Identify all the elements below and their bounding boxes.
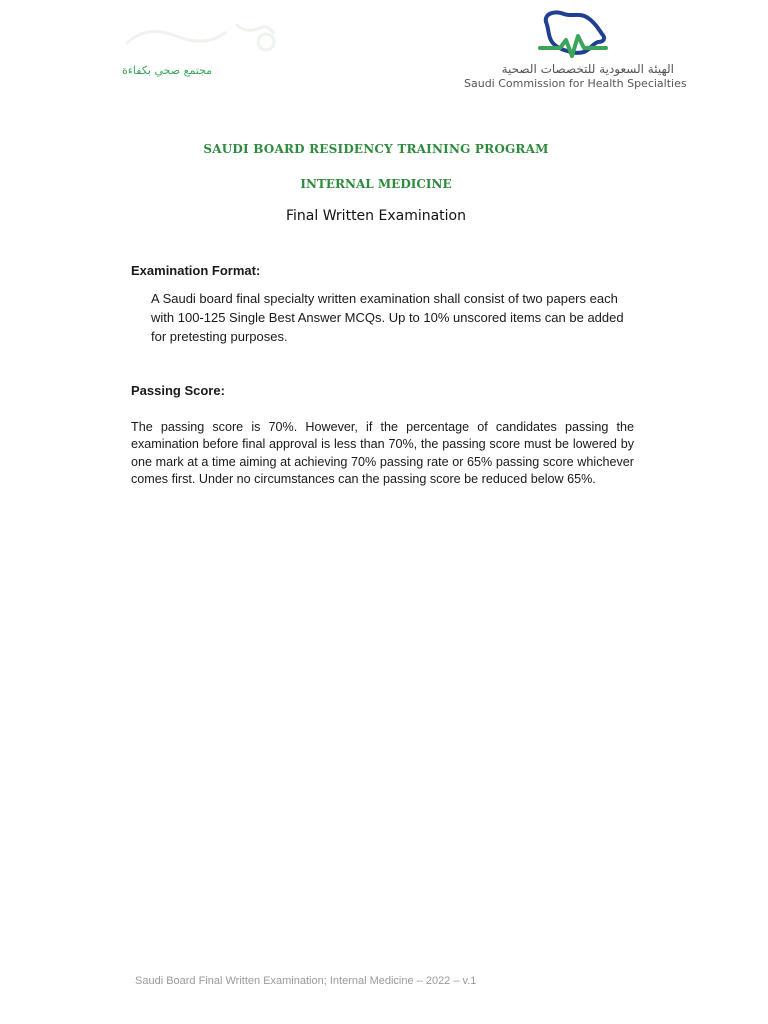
org-name-ar: الهيئة السعودية للتخصصات الصحية — [501, 62, 674, 76]
specialty-title: INTERNAL MEDICINE — [300, 177, 452, 191]
org-name-en: Saudi Commission for Health Specialties — [464, 77, 687, 90]
examination-format-text: A Saudi board final specialty written examination shall consist of two papers each with 100-125 Single Best Answer MCQs. Up to 10% unscored items can be added for pretesting purposes. — [151, 291, 624, 344]
examination-format-heading: Examination Format: — [131, 263, 261, 278]
exam-title: Final Written Examination — [286, 208, 466, 224]
passing-score-text: The passing score is 70%. However, if the percentage of candidates passing the examination before final approval is less than 70%, the passing score must be lowered by one mark at a time aiming at achieving 70% passing rate or 65% passing score whichever comes first. Under no circumstances can the passing score be reduced below 65%. — [131, 420, 634, 487]
header-left-branding — [116, 14, 286, 84]
program-title: SAUDI BOARD RESIDENCY TRAINING PROGRAM — [203, 142, 549, 156]
faded-logo-watermark — [116, 14, 286, 60]
passing-score-heading: Passing Score: — [131, 383, 225, 398]
scfhs-map-heartbeat-logo-icon — [536, 8, 610, 62]
tagline-ar: مجتمع صحي بكفاءة — [122, 64, 213, 77]
page-footer: Saudi Board Final Written Examination; Internal Medicine – 2022 – v.1 — [135, 975, 477, 987]
org-logo-block — [462, 8, 692, 94]
